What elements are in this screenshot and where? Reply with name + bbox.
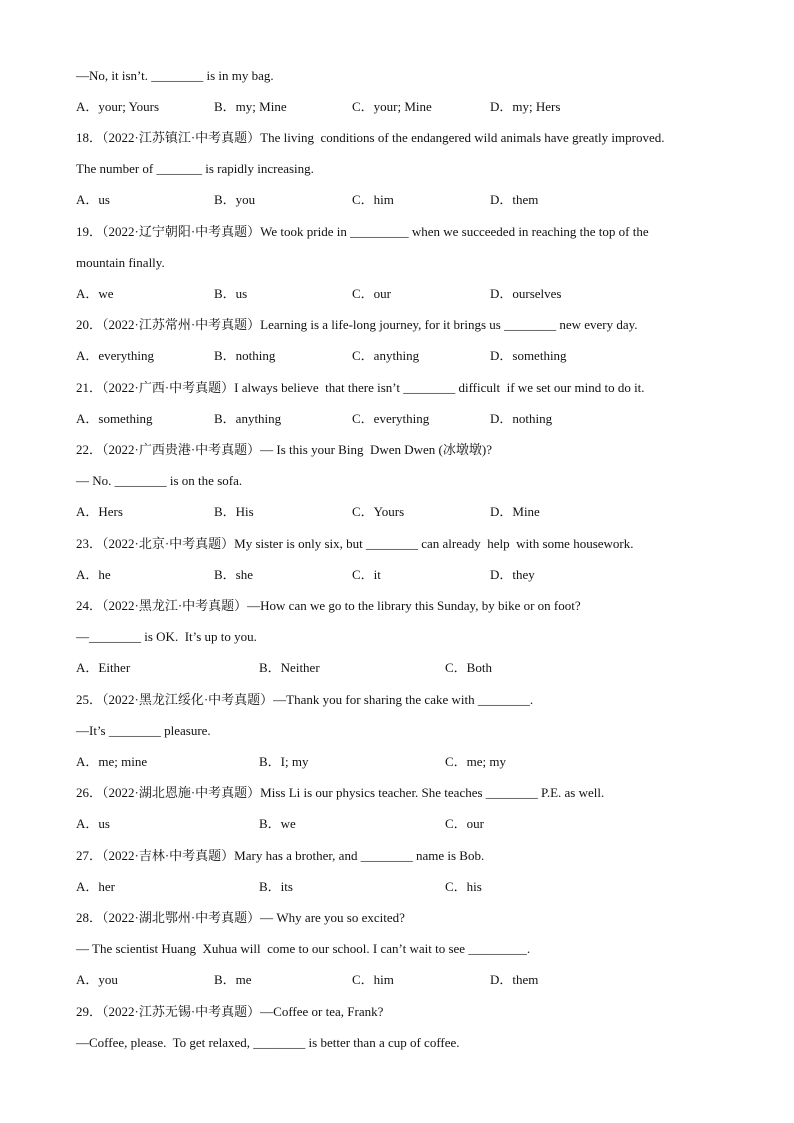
q18-stem: 18．（2022·江苏镇江·中考真题）The living conditions of the endangered wild animals have greatly improved. — [76, 130, 665, 145]
q23-options — [76, 567, 736, 583]
q18-option-b[interactable]: B．you — [214, 192, 256, 207]
q27-stem: 27．（2022·吉林·中考真题）Mary has a brother, and ________ name is Bob. — [76, 848, 485, 863]
q22-options — [76, 504, 736, 520]
q22-stem: 22．（2022·广西贵港·中考真题）— Is this your Bing Dwen Dwen (冰墩墩)? — [76, 442, 492, 457]
q19-stem-cont: mountain finally. — [76, 255, 165, 270]
q28-option-d[interactable]: D．them — [490, 972, 539, 987]
q17-option-d[interactable]: D．my; Hers — [490, 99, 561, 114]
q25-stem-cont: —It’s ________ pleasure. — [76, 723, 211, 738]
q20-option-c[interactable]: C．anything — [352, 348, 420, 363]
q28-option-b[interactable]: B．me — [214, 972, 252, 987]
q28-option-a[interactable]: A．you — [76, 972, 118, 987]
q21-stem: 21．（2022·广西·中考真题）I always believe that there isn’t ________ difficult if we set our mind to do it. — [76, 380, 645, 395]
q19-option-c[interactable]: C．our — [352, 286, 392, 301]
q23-option-c[interactable]: C．it — [352, 567, 381, 582]
q21-option-d[interactable]: D．nothing — [490, 411, 553, 426]
q28-options — [76, 972, 736, 988]
q25-option-c[interactable]: C．me; my — [445, 754, 507, 769]
q27-options — [76, 879, 736, 895]
q25-options — [76, 754, 736, 770]
q24-option-c[interactable]: C．Both — [445, 660, 492, 675]
q26-option-a[interactable]: A．us — [76, 816, 110, 831]
q22-option-b[interactable]: B．His — [214, 504, 254, 519]
q17-option-c[interactable]: C．your; Mine — [352, 99, 432, 114]
q29-stem: 29．（2022·江苏无锡·中考真题）—Coffee or tea, Frank? — [76, 1004, 384, 1019]
q27-option-c[interactable]: C．his — [445, 879, 482, 894]
q24-stem: 24．（2022·黑龙江·中考真题）—How can we go to the library this Sunday, by bike or on foot? — [76, 598, 581, 613]
q20-options — [76, 348, 736, 364]
q25-stem: 25．（2022·黑龙江绥化·中考真题）—Thank you for sharing the cake with ________. — [76, 692, 534, 707]
q19-stem: 19．（2022·辽宁朝阳·中考真题）We took pride in _________ when we succeeded in reaching the top of the — [76, 224, 649, 239]
q28-stem: 28．（2022·湖北鄂州·中考真题）— Why are you so excited? — [76, 910, 405, 925]
q18-options — [76, 192, 736, 208]
q19-option-b[interactable]: B．us — [214, 286, 248, 301]
q24-option-a[interactable]: A．Either — [76, 660, 131, 675]
q18-stem-cont: The number of _______ is rapidly increasing. — [76, 161, 314, 176]
q29-stem-cont: —Coffee, please. To get relaxed, ________ is better than a cup of coffee. — [76, 1035, 460, 1050]
q26-option-b[interactable]: B．we — [259, 816, 296, 831]
q22-option-c[interactable]: C．Yours — [352, 504, 405, 519]
q24-stem-cont: —________ is OK. It’s up to you. — [76, 629, 257, 644]
q22-option-a[interactable]: A．Hers — [76, 504, 123, 519]
q26-options — [76, 816, 736, 832]
q23-option-b[interactable]: B．she — [214, 567, 254, 582]
q23-option-d[interactable]: D．they — [490, 567, 535, 582]
q24-options — [76, 660, 736, 676]
q20-stem: 20．（2022·江苏常州·中考真题）Learning is a life-long journey, for it brings us ________ new every day. — [76, 317, 638, 332]
q24-option-b[interactable]: B．Neither — [259, 660, 320, 675]
q21-options — [76, 411, 736, 427]
q22-option-d[interactable]: D．Mine — [490, 504, 540, 519]
q19-option-a[interactable]: A．we — [76, 286, 114, 301]
q17-options — [76, 99, 736, 115]
q21-option-c[interactable]: C．everything — [352, 411, 430, 426]
q21-option-a[interactable]: A．something — [76, 411, 153, 426]
q20-option-a[interactable]: A．everything — [76, 348, 154, 363]
q22-stem-cont: — No. ________ is on the sofa. — [76, 473, 243, 488]
q17-option-b[interactable]: B．my; Mine — [214, 99, 287, 114]
q18-option-c[interactable]: C．him — [352, 192, 394, 207]
q25-option-b[interactable]: B．I; my — [259, 754, 309, 769]
q21-option-b[interactable]: B．anything — [214, 411, 282, 426]
q20-option-d[interactable]: D．something — [490, 348, 567, 363]
q18-option-d[interactable]: D．them — [490, 192, 539, 207]
q27-option-a[interactable]: A．her — [76, 879, 115, 894]
q26-option-c[interactable]: C．our — [445, 816, 485, 831]
q23-stem: 23．（2022·北京·中考真题）My sister is only six, but ________ can already help with some housework. — [76, 536, 634, 551]
q26-stem: 26．（2022·湖北恩施·中考真题）Miss Li is our physics teacher. She teaches ________ P.E. as well. — [76, 785, 605, 800]
q18-option-a[interactable]: A．us — [76, 192, 110, 207]
q17-option-a[interactable]: A．your; Yours — [76, 99, 160, 114]
q27-option-b[interactable]: B．its — [259, 879, 293, 894]
q23-option-a[interactable]: A．he — [76, 567, 111, 582]
q28-stem-cont: — The scientist Huang Xuhua will come to our school. I can’t wait to see _________. — [76, 941, 531, 956]
q17-answer-line: —No, it isn’t. ________ is in my bag. — [76, 68, 274, 83]
q20-option-b[interactable]: B．nothing — [214, 348, 276, 363]
q28-option-c[interactable]: C．him — [352, 972, 394, 987]
q19-options — [76, 286, 736, 302]
q19-option-d[interactable]: D．ourselves — [490, 286, 562, 301]
q25-option-a[interactable]: A．me; mine — [76, 754, 148, 769]
